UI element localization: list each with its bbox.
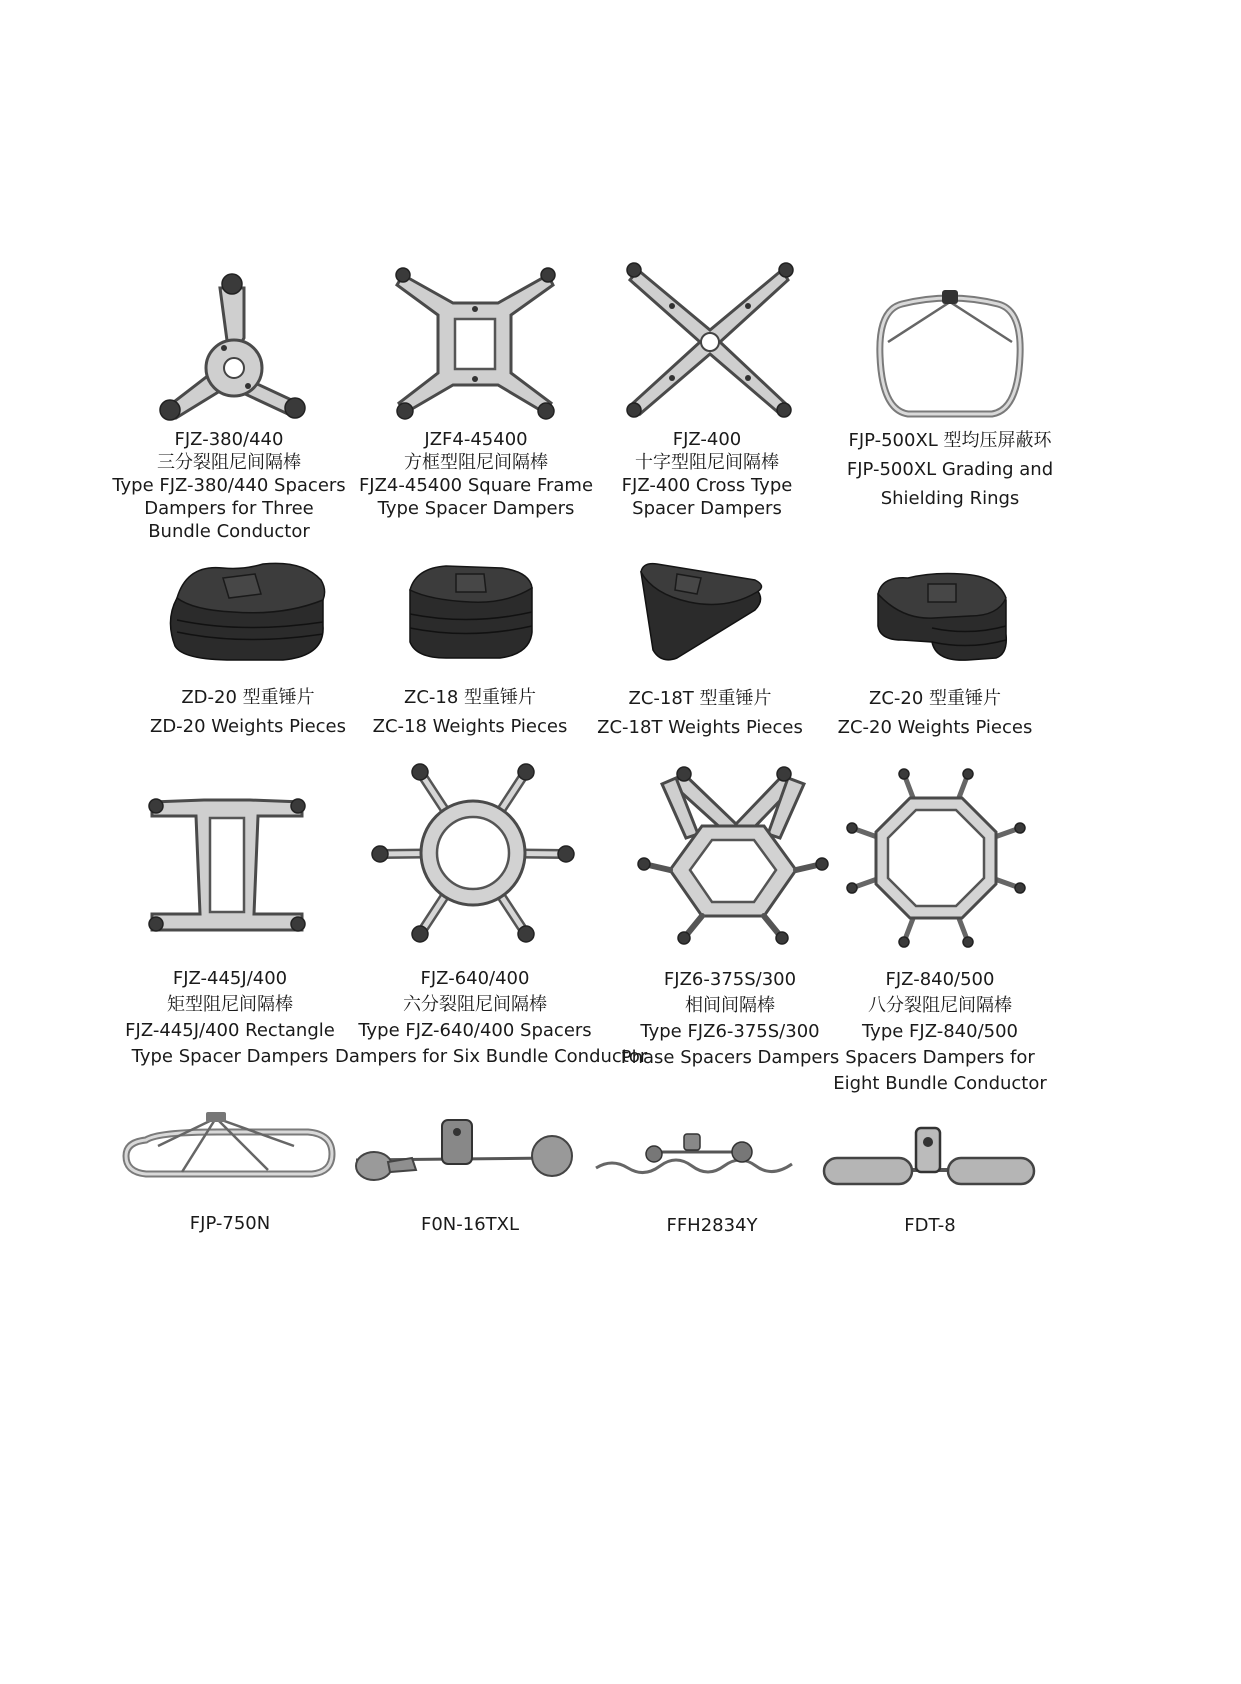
caption-ffh2834y bbox=[612, 1214, 812, 1237]
three-arm-spacer-icon bbox=[148, 268, 313, 428]
caption-line: ZC-18T 型重锤片 bbox=[628, 688, 772, 709]
caption-line: 三分裂阻尼间隔棒 bbox=[157, 452, 301, 473]
caption-zc-18 bbox=[355, 683, 585, 741]
caption-line: Type FJZ6-375S/300 bbox=[640, 1021, 820, 1042]
caption-fjz-380-440 bbox=[100, 428, 358, 543]
six-bundle-spacer-icon bbox=[368, 762, 578, 944]
caption-line: Type Spacer Dampers bbox=[131, 1046, 329, 1067]
caption-fjz-400 bbox=[588, 428, 826, 520]
caption-f0n-16txl bbox=[370, 1213, 570, 1236]
stockbridge-damper-icon bbox=[820, 1122, 1038, 1192]
caption-line: 十字型阻尼间隔棒 bbox=[635, 452, 779, 473]
cross-spacer-icon bbox=[624, 258, 796, 426]
caption-fdt-8 bbox=[830, 1214, 1030, 1237]
caption-fjp-750n bbox=[130, 1212, 330, 1235]
caption-line: Spacers Dampers for bbox=[845, 1047, 1035, 1068]
caption-line: ZC-20 Weights Pieces bbox=[837, 717, 1033, 738]
caption-line: FJP-750N bbox=[189, 1213, 271, 1234]
caption-line: FJZ-445J/400 bbox=[172, 968, 288, 989]
caption-line: FFH2834Y bbox=[666, 1215, 758, 1236]
caption-line: FJZ4-45400 Square Frame bbox=[358, 475, 594, 496]
caption-line: 八分裂阻尼间隔棒 bbox=[868, 995, 1012, 1016]
weight-pieces-icon bbox=[163, 560, 331, 664]
caption-line: ZC-18T Weights Pieces bbox=[597, 717, 803, 738]
caption-line: JZF4-45400 bbox=[424, 429, 528, 450]
caption-line: FJZ-840/500 bbox=[885, 969, 995, 990]
caption-fjp-500xl bbox=[830, 426, 1070, 513]
caption-line: Type FJZ-840/500 bbox=[861, 1021, 1018, 1042]
square-frame-spacer-icon bbox=[393, 263, 558, 425]
caption-line: F0N-16TXL bbox=[420, 1214, 520, 1235]
caption-line: FJZ-400 Cross Type bbox=[621, 475, 793, 496]
grading-ring-icon bbox=[872, 286, 1028, 424]
caption-line: FJZ6-375S/300 bbox=[663, 969, 797, 990]
caption-zc-20 bbox=[820, 684, 1050, 742]
caption-line: ZD-20 Weights Pieces bbox=[149, 716, 346, 737]
caption-line: ZC-18 型重锤片 bbox=[403, 687, 537, 708]
caption-line: 六分裂阻尼间隔棒 bbox=[403, 994, 547, 1015]
caption-jzf4-45400 bbox=[352, 428, 600, 520]
triangular-weight-icon bbox=[637, 560, 767, 666]
caption-fjz-840-500 bbox=[820, 967, 1060, 1097]
caption-line: 矩型阻尼间隔棒 bbox=[167, 994, 293, 1015]
vibration-damper-icon bbox=[352, 1112, 576, 1186]
caption-line: Eight Bundle Conductor bbox=[833, 1073, 1047, 1094]
rectangle-spacer-icon bbox=[146, 786, 308, 944]
caption-line: FJZ-380/440 bbox=[174, 429, 284, 450]
caption-fjz-640-400 bbox=[335, 966, 648, 1070]
caption-zc-18t bbox=[585, 684, 815, 742]
spiral-damper-icon bbox=[592, 1130, 802, 1180]
caption-line: FJP-500XL 型均压屏蔽环 bbox=[848, 430, 1052, 451]
caption-line: Spacer Dampers bbox=[632, 498, 782, 519]
caption-line: Dampers for Three bbox=[144, 498, 314, 519]
caption-line: Type FJZ-640/400 Spacers bbox=[358, 1020, 592, 1041]
caption-line: 相间间隔棒 bbox=[685, 995, 775, 1016]
caption-zd-20 bbox=[128, 683, 368, 741]
weight-pieces-icon bbox=[872, 570, 1010, 664]
caption-fjz-445j-400 bbox=[110, 966, 350, 1070]
caption-line: Bundle Conductor bbox=[148, 521, 310, 542]
weight-pieces-icon bbox=[406, 562, 536, 662]
caption-line: Type Spacer Dampers bbox=[377, 498, 575, 519]
caption-line: FJZ-400 bbox=[672, 429, 742, 450]
shielding-ring-icon bbox=[118, 1110, 340, 1182]
caption-line: FJZ-445J/400 Rectangle bbox=[125, 1020, 335, 1041]
caption-line: Dampers for Six Bundle Conductor bbox=[335, 1046, 648, 1067]
caption-line: Phase Spacers Dampers bbox=[620, 1047, 840, 1068]
caption-line: 方框型阻尼间隔棒 bbox=[404, 452, 548, 473]
caption-line: Type FJZ-380/440 Spacers bbox=[112, 475, 346, 496]
caption-line: ZD-20 型重锤片 bbox=[181, 687, 315, 708]
caption-line: ZC-20 型重锤片 bbox=[868, 688, 1002, 709]
caption-fjz6-375s-300 bbox=[615, 967, 845, 1071]
caption-line: FDT-8 bbox=[904, 1215, 956, 1236]
phase-spacer-icon bbox=[636, 764, 830, 946]
caption-line: ZC-18 Weights Pieces bbox=[372, 716, 568, 737]
caption-line: Shielding Rings bbox=[880, 488, 1020, 509]
caption-line: FJZ-640/400 bbox=[420, 968, 530, 989]
caption-line: FJP-500XL Grading and bbox=[846, 459, 1054, 480]
eight-bundle-spacer-icon bbox=[844, 768, 1028, 948]
